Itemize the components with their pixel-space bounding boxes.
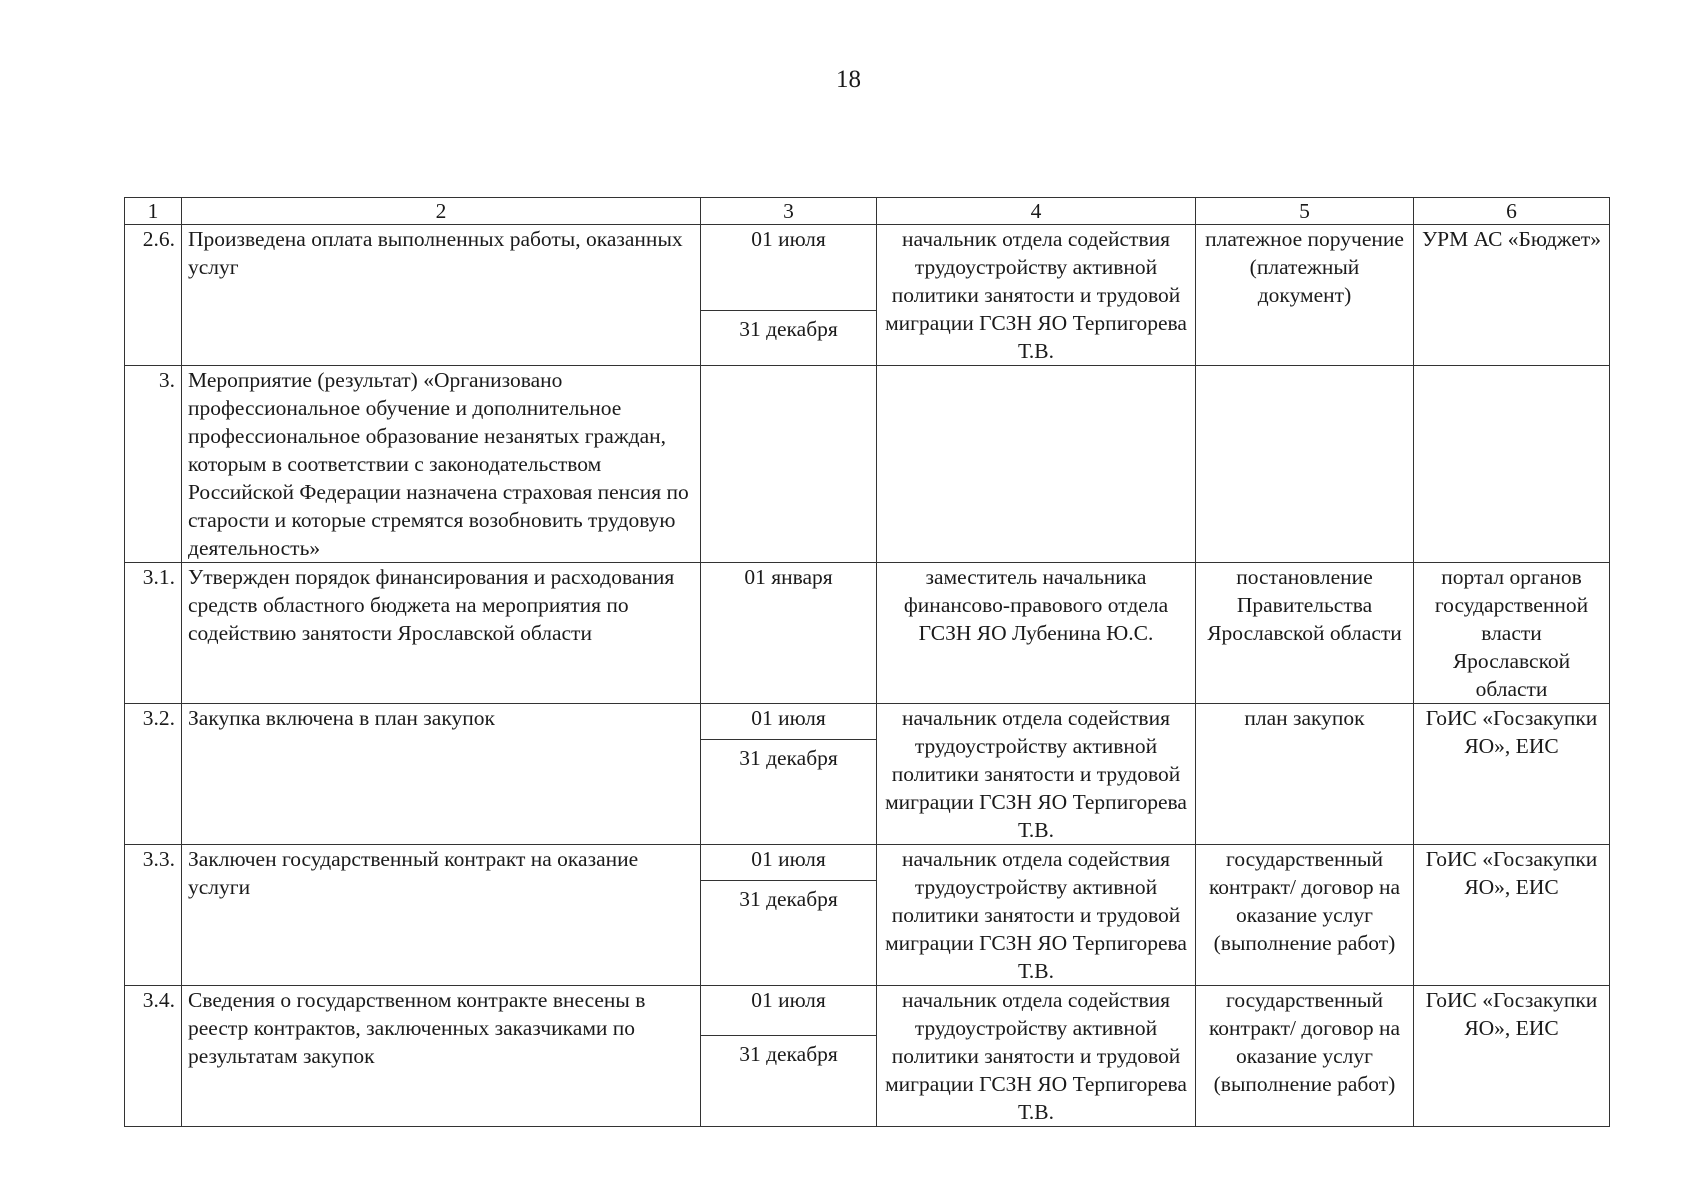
column-header: 3 xyxy=(701,198,877,225)
column-header: 4 xyxy=(877,198,1196,225)
row-document: государственный контракт/ договор на оказание услуг (выполнение работ) xyxy=(1196,845,1414,986)
row-name: Заключен государственный контракт на оказание услуги xyxy=(182,845,701,986)
row-system: ГоИС «Госзакупки ЯО», ЕИС xyxy=(1414,845,1610,986)
row-system xyxy=(1414,366,1610,563)
table-row xyxy=(125,704,1610,845)
plan-table xyxy=(124,197,1610,1127)
row-number: 3. xyxy=(125,366,182,563)
date-end: 31 декабря xyxy=(739,317,838,341)
row-responsible: начальник отдела содействия трудоустройству активной политики занятости и трудовой миграции ГСЗН ЯО Терпигорева Т.В. xyxy=(877,986,1196,1127)
row-document: платежное поручение (платежный документ) xyxy=(1196,225,1414,366)
row-system: ГоИС «Госзакупки ЯО», ЕИС xyxy=(1414,986,1610,1127)
row-document: постановление Правительства Ярославской области xyxy=(1196,563,1414,704)
row-responsible: начальник отдела содействия трудоустройству активной политики занятости и трудовой миграции ГСЗН ЯО Терпигорева Т.В. xyxy=(877,845,1196,986)
column-header: 5 xyxy=(1196,198,1414,225)
row-number: 3.1. xyxy=(125,563,182,704)
date-end: 31 декабря xyxy=(739,887,838,911)
row-responsible: начальник отдела содействия трудоустройству активной политики занятости и трудовой миграции ГСЗН ЯО Терпигорева Т.В. xyxy=(877,704,1196,845)
row-name: Мероприятие (результат) «Организовано профессиональное обучение и дополнительное профессиональное образование незанятых граждан, которым в соответствии с законодательством Российской Федерации назначена страховая пенсия по старости и которые стремятся возобновить трудовую деятельность» xyxy=(182,366,701,563)
column-header: 6 xyxy=(1414,198,1610,225)
row-system: УРМ АС «Бюджет» xyxy=(1414,225,1610,366)
column-header: 1 xyxy=(125,198,182,225)
row-name: Произведена оплата выполненных работы, оказанных услуг xyxy=(182,225,701,366)
date-start: 01 июля xyxy=(701,225,876,311)
date-start: 01 января xyxy=(701,563,877,704)
date-start: 01 июля xyxy=(701,845,876,881)
row-dates xyxy=(701,366,877,563)
row-dates xyxy=(701,704,877,845)
table-row xyxy=(125,225,1610,366)
row-name: Закупка включена в план закупок xyxy=(182,704,701,845)
date-end: 31 декабря xyxy=(739,746,838,770)
table-row xyxy=(125,986,1610,1127)
row-responsible: начальник отдела содействия трудоустройству активной политики занятости и трудовой миграции ГСЗН ЯО Терпигорева Т.В. xyxy=(877,225,1196,366)
row-name: Сведения о государственном контракте внесены в реестр контрактов, заключенных заказчиками по результатам закупок xyxy=(182,986,701,1127)
date-start: 01 июля xyxy=(701,986,876,1036)
row-number: 3.2. xyxy=(125,704,182,845)
row-number: 3.3. xyxy=(125,845,182,986)
date-end: 31 декабря xyxy=(739,1042,838,1066)
row-responsible xyxy=(877,366,1196,563)
date-start: 01 июля xyxy=(701,704,876,740)
row-document: план закупок xyxy=(1196,704,1414,845)
column-header: 2 xyxy=(182,198,701,225)
header-row xyxy=(125,198,1610,225)
row-dates xyxy=(701,845,877,986)
row-number: 2.6. xyxy=(125,225,182,366)
row-number: 3.4. xyxy=(125,986,182,1127)
row-document xyxy=(1196,366,1414,563)
page-number: 18 xyxy=(836,66,861,93)
table-row xyxy=(125,845,1610,986)
row-system: портал органов государственной власти Ярославской области xyxy=(1414,563,1610,704)
row-system: ГоИС «Госзакупки ЯО», ЕИС xyxy=(1414,704,1610,845)
row-name: Утвержден порядок финансирования и расходования средств областного бюджета на мероприятия по содействию занятости Ярославской области xyxy=(182,563,701,704)
row-dates xyxy=(701,225,877,366)
table-row xyxy=(125,366,1610,563)
row-dates xyxy=(701,986,877,1127)
table-row xyxy=(125,563,1610,704)
row-document: государственный контракт/ договор на оказание услуг (выполнение работ) xyxy=(1196,986,1414,1127)
row-responsible: заместитель начальника финансово-правового отдела ГСЗН ЯО Лубенина Ю.С. xyxy=(877,563,1196,704)
